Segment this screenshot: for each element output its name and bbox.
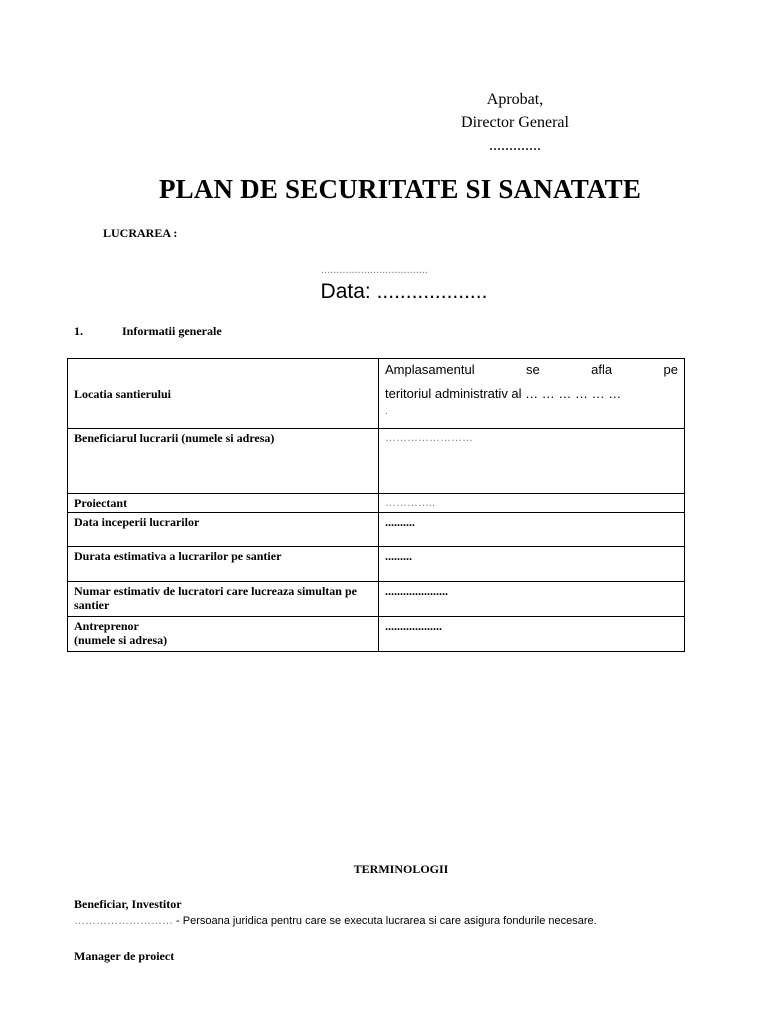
term-manager-proiect: Manager de proiect [74,949,175,963]
row-label-data-inceperii: Data inceperii lucrarilor [68,513,379,547]
approval-role: Director General [461,114,569,131]
term-beneficiar: Beneficiar, Investitor [74,897,182,911]
antreprenor-sublabel: (numele si adresa) [74,633,168,647]
section-number: 1. [74,324,83,338]
row-label-proiectant: Proiectant [68,494,379,513]
document-title: PLAN DE SECURITATE SI SANATATE [158,174,642,204]
table-row [68,582,685,617]
row-value-beneficiar: …………………… [379,429,685,494]
section-title: Informatii generale [122,324,222,338]
date-line: Data: ................... [320,280,488,303]
term-beneficiar-dots: ……………………… [74,915,173,927]
row-value-durata: ......... [379,547,685,582]
term-beneficiar-definition [74,915,597,927]
row-value-numar-lucratori: ..................... [379,582,685,617]
row-value-proiectant: ………….. [379,494,685,513]
location-text-line2: teritoriul administrativ al … … … … … … [385,386,622,401]
terminology-heading: TERMINOLOGII [353,862,449,876]
table-row [68,547,685,582]
row-label-locatia: Locatia santierului [68,359,379,429]
row-label-antreprenor [68,617,379,652]
table-row [68,359,685,429]
row-value-data-inceperii: .......... [379,513,685,547]
table-row [68,494,685,513]
row-label-durata: Durata estimativa a lucrarilor pe santier [68,547,379,582]
work-placeholder: ................................... [321,264,428,276]
row-value-locatia [379,359,685,429]
antreprenor-label: Antreprenor [74,619,139,633]
work-label: LUCRAREA : [103,226,178,240]
table-row [68,513,685,547]
approval-block [430,88,600,157]
location-text-line1: Amplasamentul se afla pe [385,362,678,377]
row-label-beneficiar: Beneficiarul lucrarii (numele si adresa) [68,429,379,494]
general-info-table [67,358,685,652]
approval-signature-dots: ............. [489,137,541,154]
location-text-line3: . [385,406,388,417]
approval-label: Aprobat, [486,91,544,108]
table-row [68,429,685,494]
table-row [68,617,685,652]
row-label-numar-lucratori: Numar estimativ de lucratori care lucreaza simultan pe santier [68,582,379,617]
term-beneficiar-text: - Persoana juridica pentru care se executa lucrarea si care asigura fondurile necesare. [173,915,597,927]
row-value-antreprenor: ................... [379,617,685,652]
